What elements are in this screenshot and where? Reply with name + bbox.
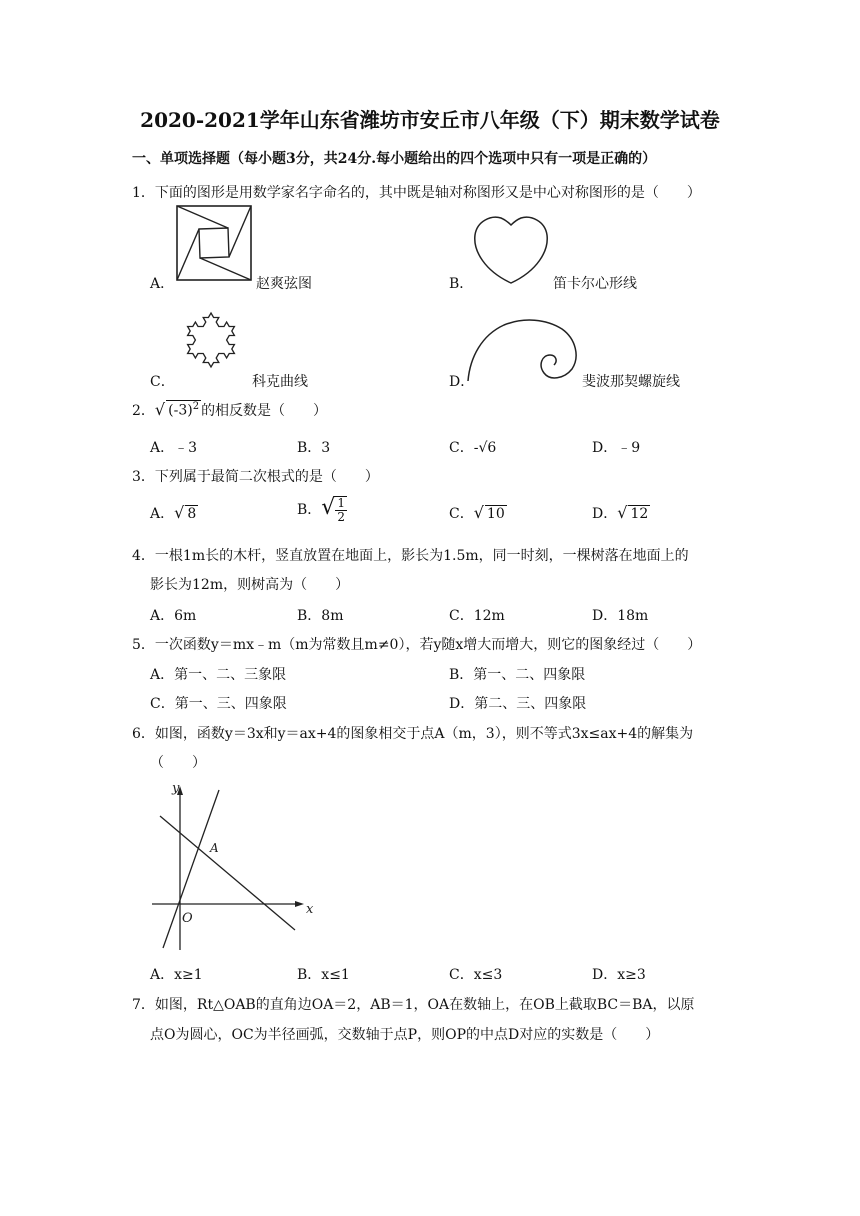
q4-option-c: C．12m [449, 608, 505, 624]
question-2-stem: 2．√ $(-3)^2$ 的相反数是（ ） [132, 400, 328, 419]
q3-option-b: B．√ $\frac{1}{2}$ [297, 495, 345, 524]
q2-radicand: $(-3)^2$ [168, 401, 200, 419]
q6-option-c: C．x≤3 [449, 967, 503, 983]
fibonacci-spiral [466, 317, 580, 383]
cardioid-curve [471, 213, 551, 285]
question-1-stem: 1．下面的图形是用数学家名字命名的，其中既是轴对称图形又是中心对称图形的是（ ） [132, 185, 701, 201]
q4-option-a: A．6m [150, 608, 197, 624]
q1-option-c-caption: 科克曲线 [252, 374, 308, 390]
q2-stem-tail: 的相反数是（ ） [201, 403, 328, 419]
q6-option-d: D．x≥3 [592, 967, 646, 983]
question-6-line-1: 6．如图，函数y＝3x和y＝ax+4的图象相交于点A（m，3），则不等式3x≤ax+4的解集为 [132, 726, 694, 742]
q3-option-c: C．√ 10 [449, 503, 505, 522]
q2-option-d: D．﹣9 [592, 440, 641, 456]
q6-option-b: B．x≤1 [297, 967, 350, 983]
q3-option-d: D．√ 12 [592, 503, 649, 522]
page-title: 2020-2021学年山东省潍坊市安丘市八年级（下）期末数学试卷 [140, 108, 720, 132]
q2-number: 2． [132, 403, 155, 419]
q5-option-d: D．第二、三、四象限 [449, 696, 587, 712]
q1-option-a-letter: A． [150, 276, 175, 292]
q5-option-a: A．第一、二、三象限 [150, 667, 287, 683]
q1-option-a-caption: 赵爽弦图 [256, 276, 312, 292]
question-7-line-2: 点O为圆心，OC为半径画弧，交数轴于点P，则OP的中点D对应的实数是（ ） [150, 1027, 660, 1043]
section-heading: 一、单项选择题（每小题3分，共24分.每小题给出的四个选项中只有一项是正确的） [132, 151, 657, 167]
q4-option-d: D．18m [592, 608, 649, 624]
question-6-line-2: （ ） [150, 755, 206, 771]
graph-y-label: y [172, 781, 180, 796]
zhao-shuang-diagram [176, 205, 252, 281]
question-3-stem: 3．下列属于最简二次根式的是（ ） [132, 469, 379, 485]
graph-origin-label: O [182, 911, 193, 926]
q5-option-b: B．第一、二、四象限 [449, 667, 586, 683]
q1-option-d-caption: 斐波那契螺旋线 [582, 374, 680, 390]
q4-option-b: B．8m [297, 608, 344, 624]
q2-option-a: A．﹣3 [150, 440, 198, 456]
q3-option-a: A．√ 8 [150, 503, 197, 522]
question-4-line-1: 4．一根1m长的木杆，竖直放置在地面上，影长为1.5m，同一时刻，一棵树落在地面上的 [132, 548, 689, 564]
q1-option-b-caption: 笛卡尔心形线 [553, 276, 637, 292]
q1-option-b-letter: B． [449, 276, 474, 292]
q6-graph [150, 780, 320, 952]
q1-option-c-letter: C． [150, 374, 175, 390]
koch-snowflake [172, 298, 250, 380]
q2-option-c: C．-√6 [449, 440, 497, 456]
q1-option-d-letter: D． [449, 374, 475, 390]
question-7-line-1: 7．如图，Rt△OAB的直角边OA＝2，AB＝1，OA在数轴上，在OB上截取BC＝BA，以原 [132, 997, 695, 1013]
question-4-line-2: 影长为12m，则树高为（ ） [150, 577, 350, 593]
graph-x-label: x [306, 902, 314, 917]
question-5-stem: 5．一次函数y＝mx﹣m（m为常数且m≠0），若y随x增大而增大，则它的图象经过（ ） [132, 637, 702, 653]
q5-option-c: C．第一、三、四象限 [150, 696, 287, 712]
q2-option-b: B．3 [297, 440, 331, 456]
graph-point-a-label: A [210, 841, 219, 855]
q6-option-a: A．x≥1 [150, 967, 203, 983]
